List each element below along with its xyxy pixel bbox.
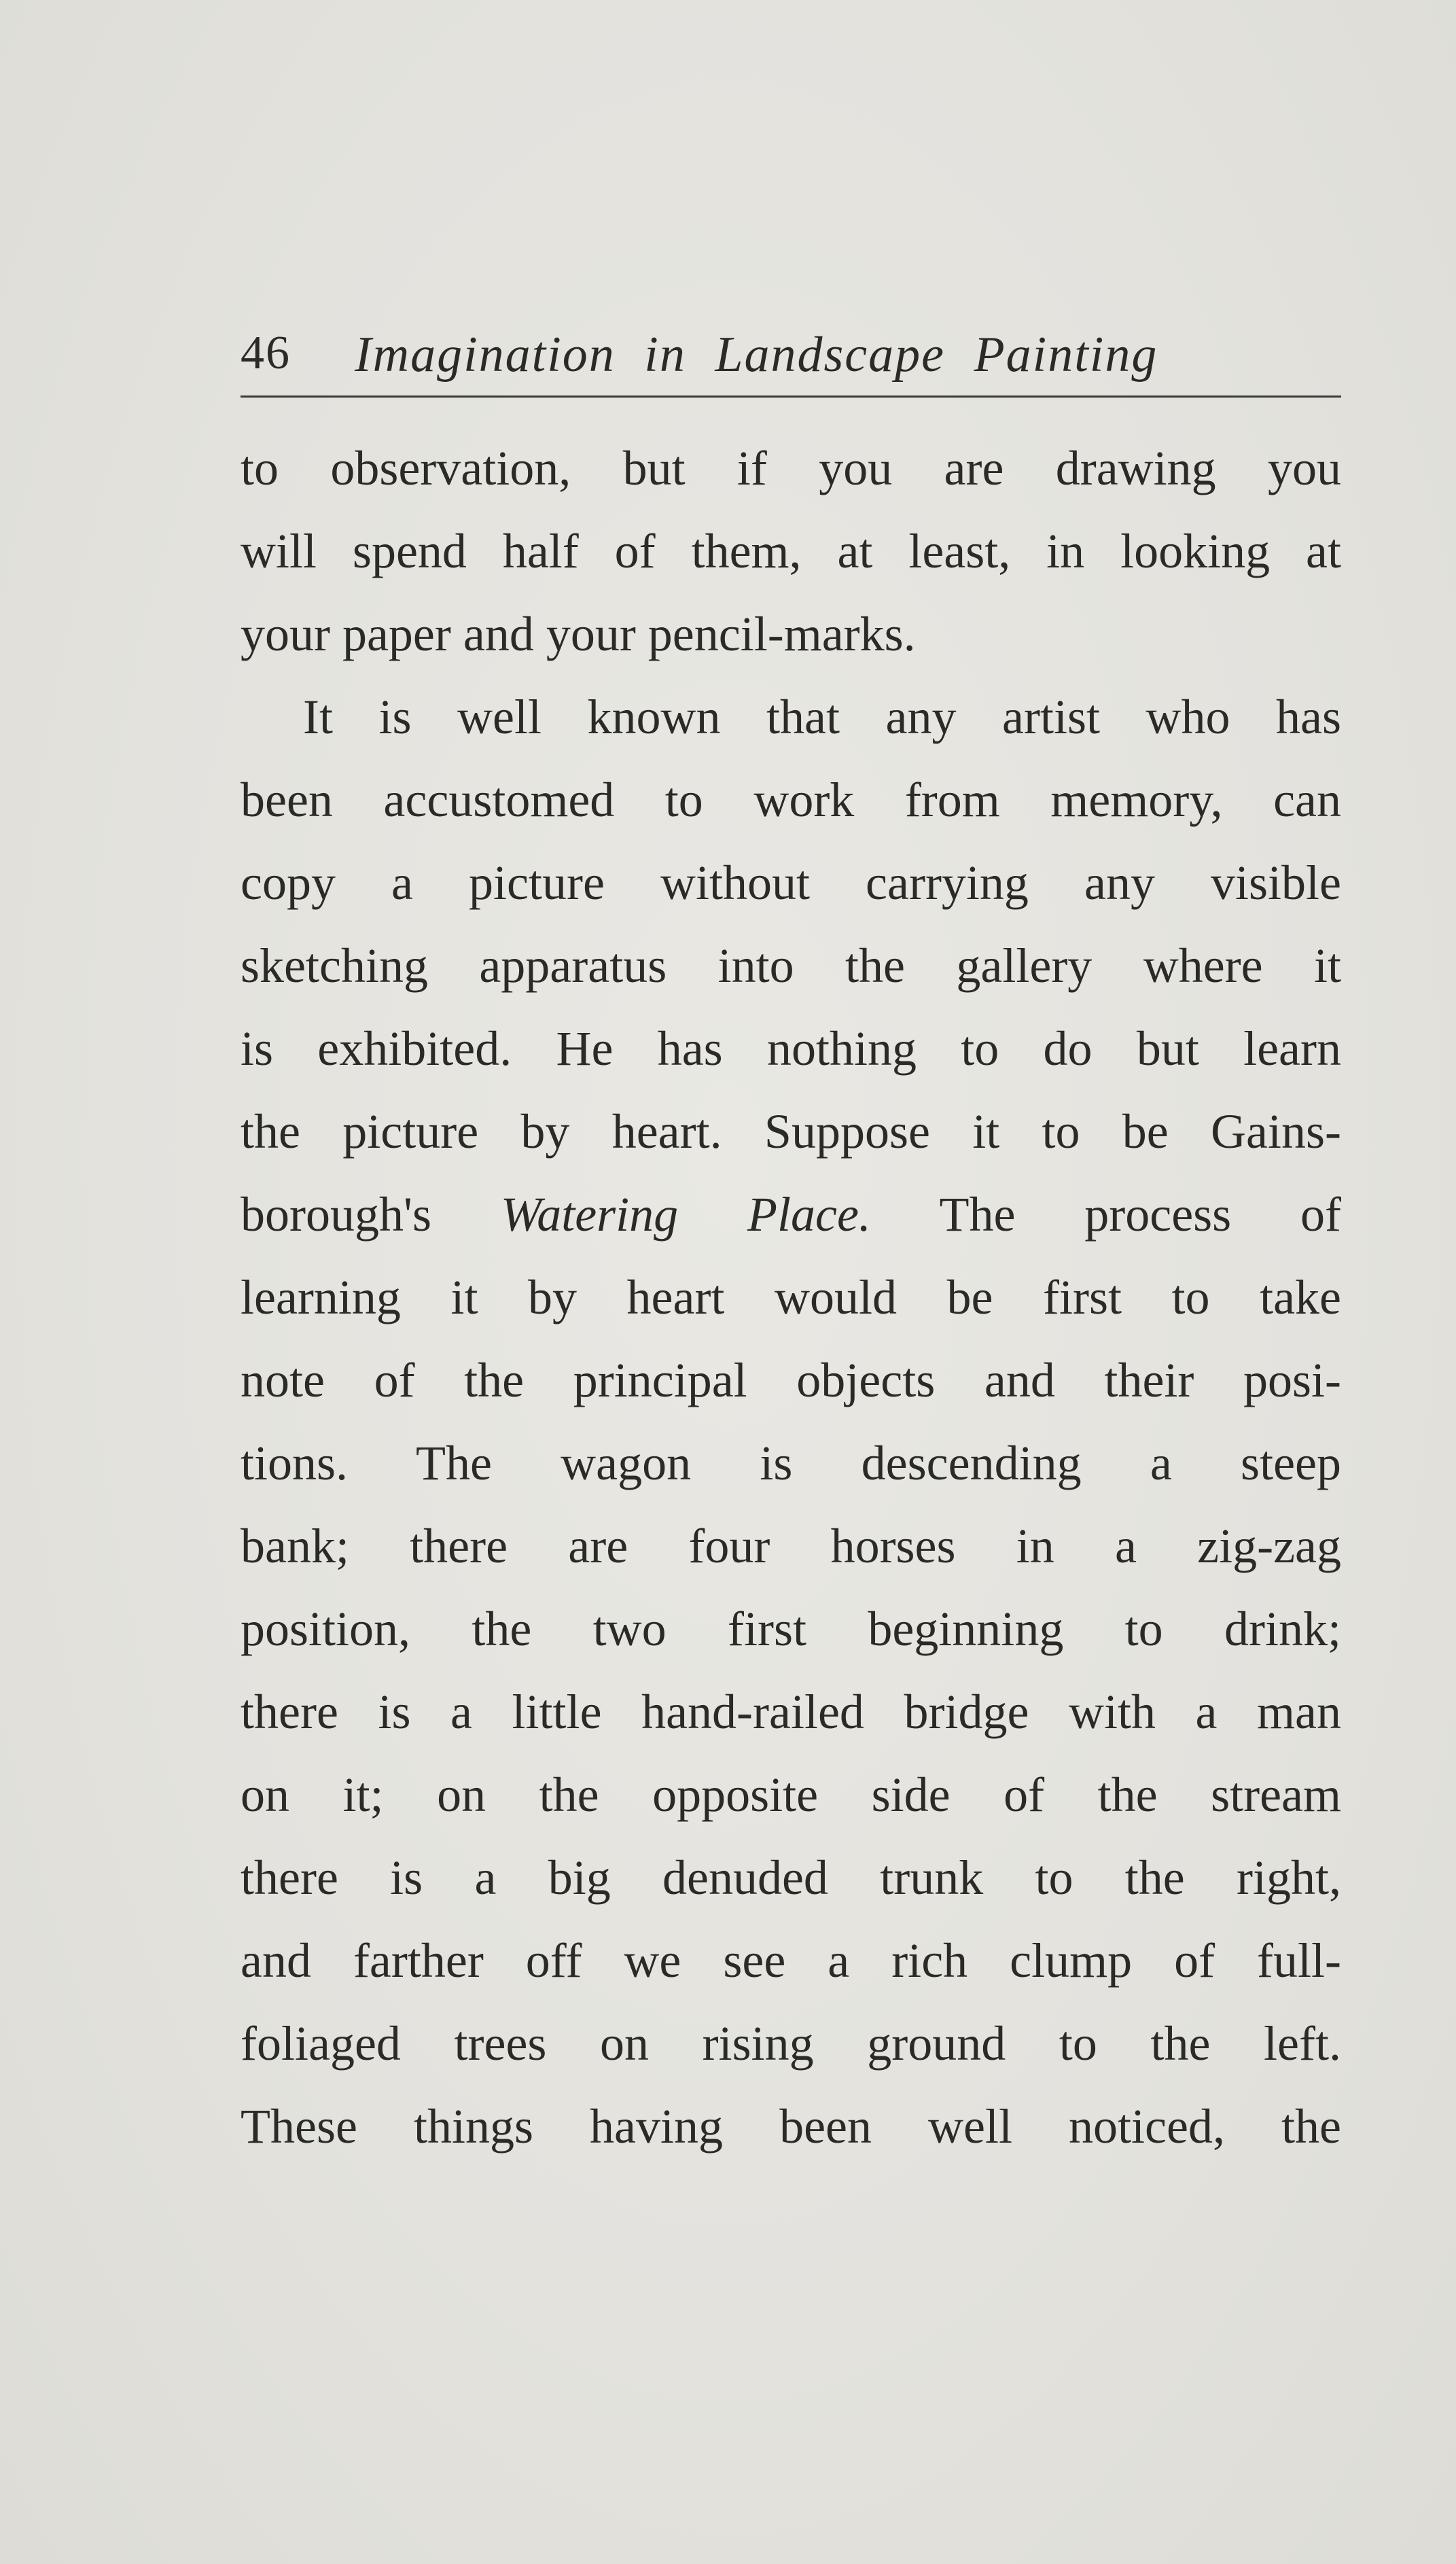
running-head [241,314,1341,398]
text-line: is exhibited. He has nothing to do but learn [241,1021,1341,1076]
page-number: 46 [241,327,291,379]
text-line: note of the principal objects and their posi- [241,1353,1341,1407]
text-fragment: The process of [939,1187,1342,1242]
text-line: copy a picture without carrying any visible [241,856,1341,910]
text-line: your paper and your pencil-marks. [241,607,916,661]
text-line: will spend half of them, at least, in looking at [241,524,1341,578]
text-line: sketching apparatus into the gallery where it [241,938,1341,993]
text-line: been accustomed to work from memory, can [241,773,1341,827]
text-line [241,1173,1341,1256]
text-line: It is well known that any artist who has [303,690,1341,744]
text-line: foliaged trees on rising ground to the left. [241,2016,1341,2071]
text-line: there is a little hand-railed bridge with a man [241,1685,1341,1739]
text-line: the picture by heart. Suppose it to be Gains- [241,1104,1341,1159]
text-line: to observation, but if you are drawing you [241,441,1341,495]
body-text [241,427,1341,2168]
text-line: on it; on the opposite side of the stream [241,1768,1341,1822]
text-fragment: borough's [241,1187,431,1242]
text-line: These things having been well noticed, the [241,2099,1341,2154]
text-line: and farther off we see a rich clump of full- [241,1933,1341,1988]
text-line: tions. The wagon is descending a steep [241,1436,1341,1490]
text-line: bank; there are four horses in a zig-zag [241,1519,1341,1573]
text-line: learning it by heart would be first to take [241,1270,1341,1324]
text-line: there is a big denuded trunk to the right, [241,1850,1341,1905]
running-title: Imagination in Landscape Painting [355,327,1158,383]
italic-title: Watering Place. [500,1187,871,1242]
text-line: position, the two first beginning to drink; [241,1602,1341,1656]
